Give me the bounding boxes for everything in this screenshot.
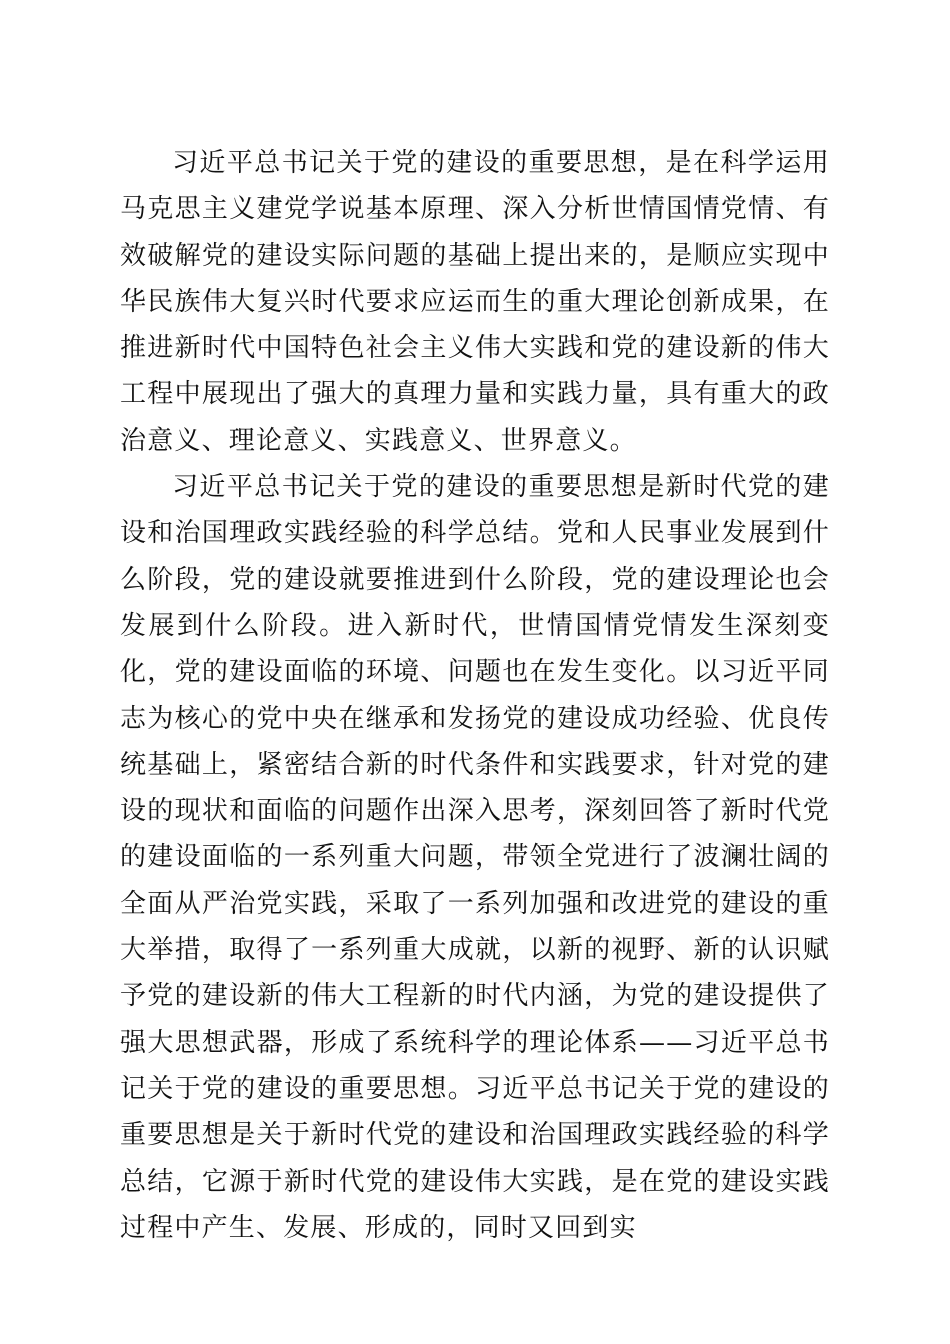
paragraph-1: 习近平总书记关于党的建设的重要思想，是在科学运用马克思主义建党学说基本原理、深入分析世情国情党情、有效破解党的建设实际问题的基础上提出来的，是顺应实现中华民族伟大复兴时代要求应运而生的重大理论创新成果，在推进新时代中国特色社会主义伟大实践和党的建设新的伟大工程中展现出了强大的真理力量和实践力量，具有重大的政治意义、理论意义、实践意义、世界意义。	[120, 148, 830, 456]
paragraph-2: 习近平总书记关于党的建设的重要思想是新时代党的建设和治国理政实践经验的科学总结。党和人民事业发展到什么阶段，党的建设就要推进到什么阶段，党的建设理论也会发展到什么阶段。进入新时代，世情国情党情发生深刻变化，党的建设面临的环境、问题也在发生变化。以习近平同志为核心的党中央在继承和发扬党的建设成功经验、优良传统基础上，紧密结合新的时代条件和实践要求，针对党的建设的现状和面临的问题作出深入思考，深刻回答了新时代党的建设面临的一系列重大问题，带领全党进行了波澜壮阔的全面从严治党实践，采取了一系列加强和改进党的建设的重大举措，取得了一系列重大成就，以新的视野、新的认识赋予党的建设新的伟大工程新的时代内涵，为党的建设提供了强大思想武器，形成了系统科学的理论体系——习近平总书记关于党的建设的重要思想。习近平总书记关于党的建设的重要思想是关于新时代党的建设和治国理政实践经验的科学总结，它源于新时代党的建设伟大实践，是在党的建设实践过程中产生、发展、形成的，同时又回到实	[120, 472, 830, 1243]
document-body	[120, 140, 830, 1251]
